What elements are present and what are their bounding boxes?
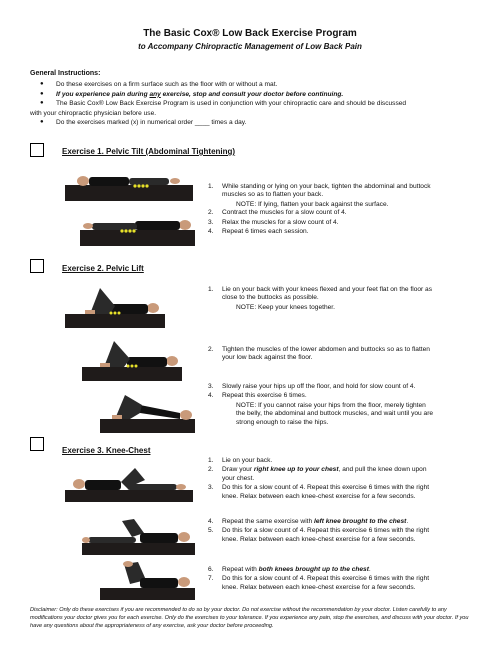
- instruction-item: ● If you experience pain during any exercise, stop and consult your doctor before continuing.: [40, 90, 344, 98]
- step-item: 6. Repeat with both knees brought up to the chest.: [208, 566, 371, 573]
- exercise-2-steps-c: [205, 383, 480, 427]
- exercise-3-steps: [205, 457, 480, 502]
- exercise-3-checkbox[interactable]: [30, 437, 44, 451]
- pelvic-tilt-photo-2: [80, 208, 195, 246]
- step-item: 5. Do this for a slow count of 4. Repeat this exercise 6 times with the right knee. Relax between each knee-chest exercise for a few seconds.: [208, 527, 430, 543]
- instruction-item-continued: with your chiropractic physician before use.: [30, 109, 157, 117]
- knee-chest-photo-3: [100, 558, 195, 600]
- step-item: 1. Lie on your back.: [208, 457, 273, 464]
- exercise-3-steps-c: [205, 566, 480, 593]
- exercise-2-checkbox[interactable]: [30, 259, 44, 273]
- instruction-item: ● Do these exercises on a firm surface such as the floor with or without a mat.: [40, 81, 278, 88]
- bullet-icon: ●: [40, 81, 44, 87]
- exercise-1-title: Exercise 1. Pelvic Tilt (Abdominal Tightening): [62, 147, 236, 156]
- page-title: The Basic Cox® Low Back Exercise Program: [143, 28, 357, 39]
- bullet-icon: ●: [40, 100, 44, 107]
- exercise-2-steps: [205, 286, 480, 312]
- pelvic-lift-photo-2: [82, 333, 182, 381]
- step-item: 4. Repeat this exercise 6 times.: [208, 392, 307, 400]
- step-item: 2. Contract the muscles for a slow count of 4.: [208, 209, 347, 217]
- step-item: 1. While standing or lying on your back, tighten the abdominal and buttock muscles so as to flatten your back.: [208, 183, 431, 199]
- step-item: 3. Do this for a slow count of 4. Repeat this exercise 6 times with the right knee. Relax between each knee-chest exercise for a few seconds.: [208, 484, 430, 500]
- exercise-3-title: Exercise 3. Knee-Chest: [62, 446, 151, 455]
- step-item: 7. Do this for a slow count of 4. Repeat this exercise 6 times with the right knee. Relax between each knee-chest exercise for a few seconds.: [208, 575, 430, 591]
- exercise-2-title: Exercise 2. Pelvic Lift: [62, 264, 144, 273]
- page-subtitle: to Accompany Chiropractic Management of Low Back Pain: [138, 42, 362, 51]
- step-item: 3. Slowly raise your hips up off the floor, and hold for slow count of 4.: [208, 383, 416, 390]
- step-note: NOTE: If lying, flatten your back against the surface.: [236, 200, 389, 208]
- exercise-3-steps-b: [205, 518, 480, 545]
- step-item: 3. Relax the muscles for a slow count of 4.: [208, 218, 339, 226]
- pelvic-lift-photo-1: [65, 278, 165, 328]
- step-item: 2. Draw your right knee up to your chest, and pull the knee down upon your chest.: [208, 466, 427, 482]
- knee-chest-photo-1: [65, 460, 193, 502]
- knee-chest-photo-2: [82, 515, 195, 555]
- general-instructions-heading: General Instructions:: [30, 70, 101, 77]
- step-item: 4. Repeat the same exercise with left knee brought to the chest.: [208, 518, 409, 525]
- pelvic-tilt-photo-1: [65, 163, 193, 201]
- bullet-icon: ●: [40, 90, 44, 97]
- exercise-2-steps-b: [205, 346, 480, 364]
- bullet-icon: ●: [40, 119, 44, 126]
- exercise-1-checkbox[interactable]: [30, 143, 44, 157]
- step-item: 2. Tighten the muscles of the lower abdomen and buttocks so as to flatten your low back against the floor.: [208, 346, 430, 362]
- step-item: 1. Lie on your back with your knees flexed and your feet flat on the floor as close to the buttocks as possible.: [208, 286, 433, 302]
- general-instructions-list: [30, 80, 475, 128]
- instruction-item: ● Do the exercises marked (x) in numerical order ____ times a day.: [40, 119, 247, 127]
- step-note: NOTE: Keep your knees together.: [236, 303, 335, 311]
- exercise-1-steps: [205, 183, 480, 237]
- instruction-item: ● The Basic Cox® Low Back Exercise Program is used in conjunction with your chiropractic care and should be discussed: [40, 100, 407, 108]
- disclaimer-text: Disclaimer: Only do these exercises if you are recommended to do so by your doctor. Do not exercise without the recommendation by your doctor. Listen carefully to any modifications your doctor gives you for each exercise. Only do the exercises to your tolerance. If you experience any pain, stop the exercises, and discuss with your doctor. If you have any questions about the appropriateness of any exercise, ask your doctor before proceeding.: [30, 607, 469, 629]
- pelvic-lift-photo-3: [100, 385, 195, 433]
- step-note: NOTE: If you cannot raise your hips from the floor, merely tighten the belly, the abdominal and buttock muscles, and wait until you are strong enough to raise the hips.: [236, 401, 434, 426]
- step-item: 4. Repeat 6 times each session.: [208, 228, 309, 236]
